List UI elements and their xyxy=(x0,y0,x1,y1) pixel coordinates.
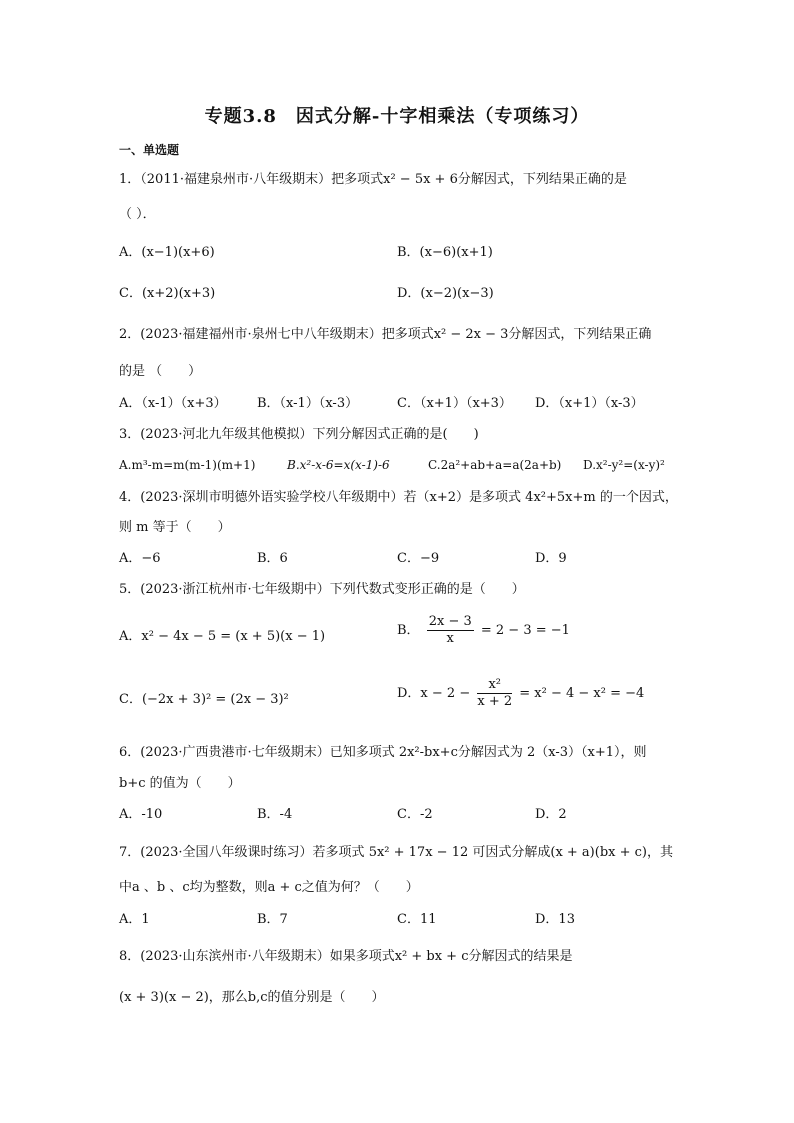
q3-option-c: C.2a²+ab+a=a(2a+b) xyxy=(428,458,562,472)
question-7-stem: 7．(2023·全国八年级课时练习）若多项式 5x² + 17x − 12 可因式分解成(x + a)(bx + c)，其 xyxy=(119,845,673,860)
q7-option-c: C．11 xyxy=(397,912,437,927)
q4-option-c: C．−9 xyxy=(397,551,440,566)
q3-option-b: B.x²-x-6=x(x-1)-6 xyxy=(287,458,390,472)
q2-option-a: A．（x-1）（x+3） xyxy=(119,396,227,411)
section-heading: 一、单选题 xyxy=(119,143,180,157)
q5-option-b-numerator: 2x − 3 xyxy=(428,614,472,629)
q5-option-d-numerator: x² xyxy=(477,677,512,694)
question-1-stem: 1．（2011·福建泉州市·八年级期末）把多项式x² − 5x + 6分解因式，下列结果正确的是 xyxy=(119,172,627,187)
question-5-stem: 5．(2023·浙江杭州市·七年级期中）下列代数式变形正确的是（ ） xyxy=(119,582,525,597)
q2-option-b: B．（x-1）（x-3） xyxy=(257,396,359,411)
q6-option-a: A．-10 xyxy=(119,807,163,822)
q5-option-d-fraction xyxy=(477,677,512,710)
q1-option-a: A．(x−1)(x+6) xyxy=(119,245,215,260)
q4-option-d: D．9 xyxy=(535,551,567,566)
q5-option-d xyxy=(397,677,644,710)
q5-option-d-rest: = x² − 4 − x² = −4 xyxy=(519,686,645,701)
q5-option-b xyxy=(397,614,570,647)
q5-option-c: C．(−2x + 3)² = (2x − 3)² xyxy=(119,692,289,707)
q6-option-c: C．-2 xyxy=(397,807,433,822)
q6-option-d: D．2 xyxy=(535,807,567,822)
question-4-stem-cont: 则 m 等于（ ） xyxy=(119,520,231,535)
question-1-stem-cont: （ ）． xyxy=(119,207,156,222)
question-4-stem: 4．(2023·深圳市明德外语实验学校八年级期中）若（x+2）是多项式 4x²+5x+m 的一个因式， xyxy=(119,490,678,505)
q5-option-b-rest: = 2 − 3 = −1 xyxy=(480,623,570,638)
question-3-stem: 3．(2023·河北九年级其他模拟）下列分解因式正确的是( ) xyxy=(119,427,479,442)
q3-option-a: A.m³-m=m(m-1)(m+1) xyxy=(119,458,256,472)
q5-option-d-prefix: D．x − 2 − xyxy=(397,686,471,701)
q1-option-c: C．(x+2)(x+3) xyxy=(119,286,216,301)
q5-option-d-denominator: x + 2 xyxy=(477,694,513,709)
q2-option-d: D．（x+1）（x-3） xyxy=(535,396,644,411)
q4-option-a: A．−6 xyxy=(119,551,161,566)
q3-option-d: D.x²-y²=(x-y)² xyxy=(583,458,665,472)
q7-option-a: A．1 xyxy=(119,912,150,927)
q1-option-b: B．(x−6)(x+1) xyxy=(397,245,493,260)
question-6-stem: 6．(2023·广西贵港市·七年级期末）已知多项式 2x²-bx+c分解因式为 2（x-3）（x+1），则 xyxy=(119,745,647,760)
q4-option-b: B．6 xyxy=(257,551,288,566)
q6-option-b: B．-4 xyxy=(257,807,293,822)
q5-option-a: A．x² − 4x − 5 = (x + 5)(x − 1) xyxy=(119,629,326,644)
question-2-stem-cont: 的是 （ ） xyxy=(119,364,202,379)
question-8-stem: 8．(2023·山东滨州市·八年级期末）如果多项式x² + bx + c分解因式的结果是 xyxy=(119,949,573,964)
q7-option-b: B．7 xyxy=(257,912,288,927)
q1-option-d: D．(x−2)(x−3) xyxy=(397,286,494,301)
page-title: 专题3.8 因式分解-十字相乘法（专项练习） xyxy=(204,106,590,127)
question-8-stem-cont: (x + 3)(x − 2)，那么b,c的值分别是（ ） xyxy=(119,990,385,1005)
question-6-stem-cont: b+c 的值为（ ） xyxy=(119,776,241,791)
q7-option-d: D．13 xyxy=(535,912,575,927)
question-2-stem: 2．(2023·福建福州市·泉州七中八年级期末）把多项式x² − 2x − 3分解因式，下列结果正确 xyxy=(119,327,652,342)
q2-option-c: C．（x+1）（x+3） xyxy=(397,396,512,411)
q5-option-b-prefix: B． xyxy=(397,623,420,638)
q5-option-b-denominator: x xyxy=(446,631,454,646)
question-7-stem-cont: 中a 、b 、c均为整数，则a + c之值为何？（ ） xyxy=(119,880,419,895)
q5-option-b-fraction xyxy=(427,614,474,647)
